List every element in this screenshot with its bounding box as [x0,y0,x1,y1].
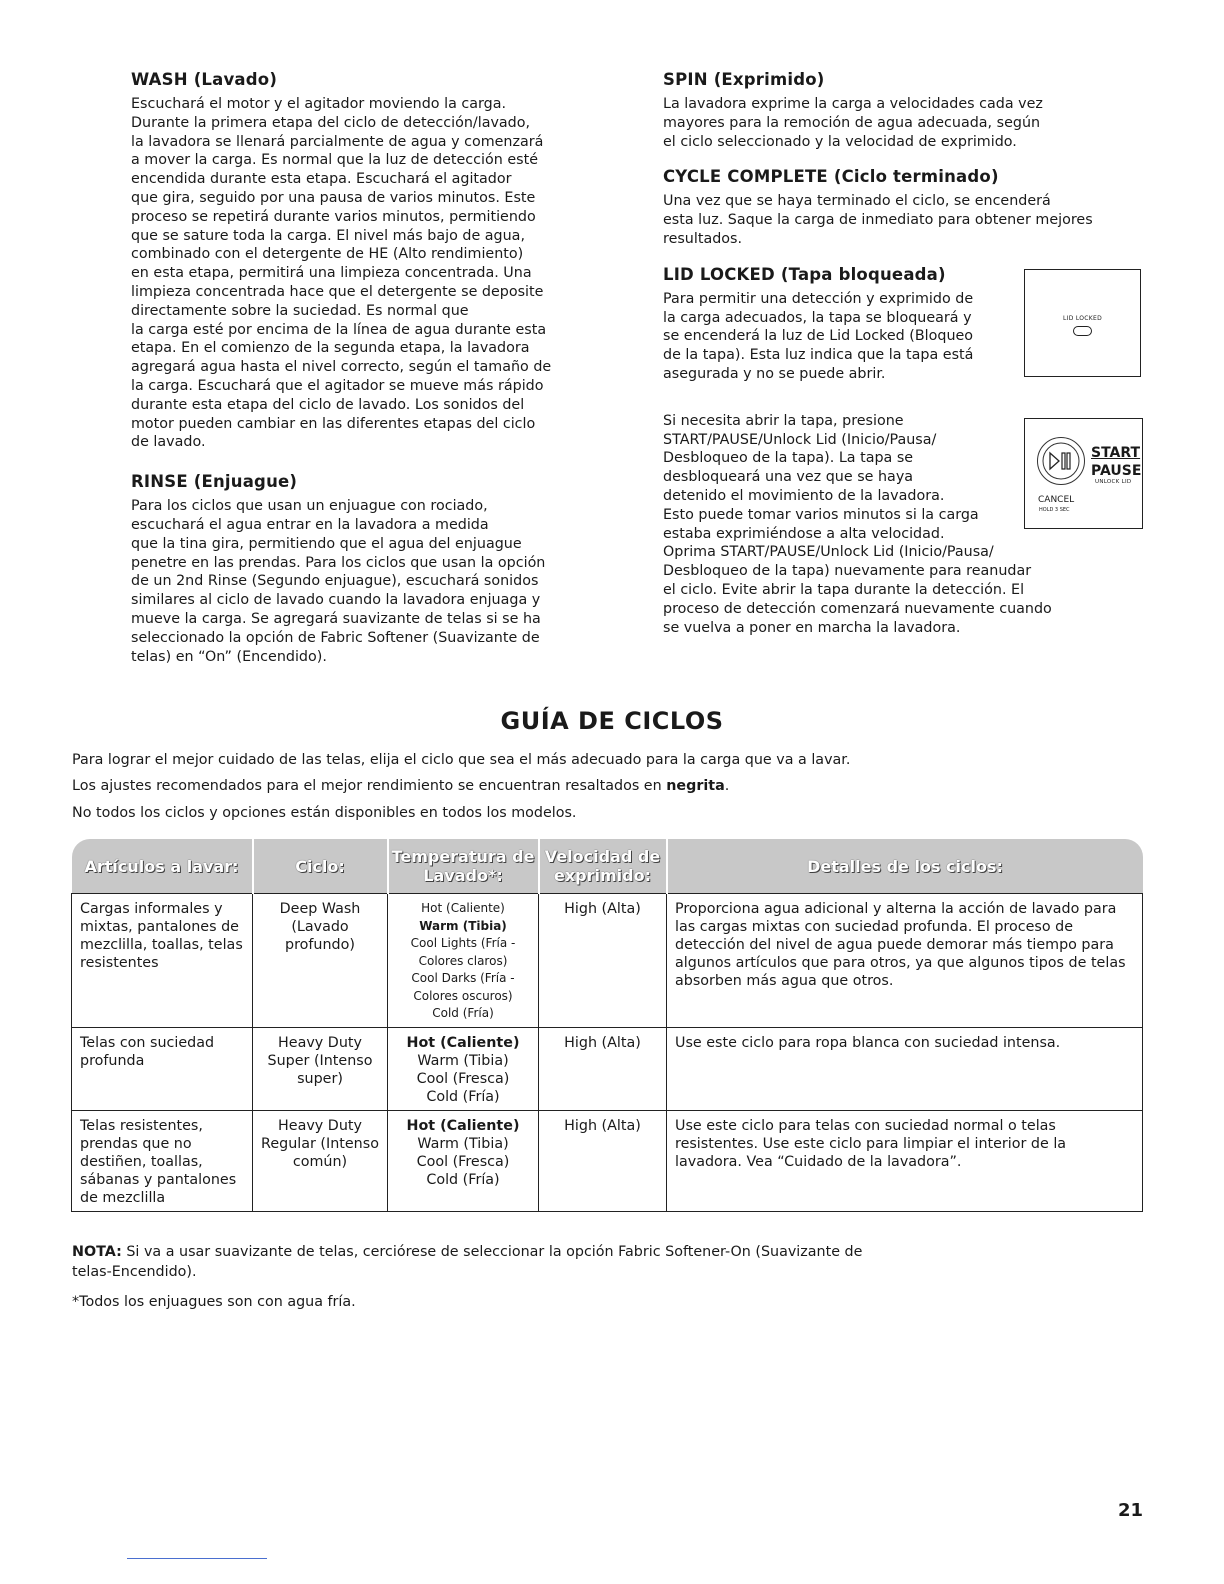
cycle-guide-table [71,839,1143,1212]
temp-option: Cool Darks (Fría - Colores oscuros) [411,971,515,1003]
row-temps [388,894,539,1028]
start-label: START [1091,445,1141,461]
row-speed: High (Alta) [539,894,667,1028]
table-row [72,894,1143,1028]
guide-title: GUÍA DE CICLOS [500,707,724,735]
spin-heading [663,70,1141,89]
cycle-guide-table-wrapper [71,839,1142,1212]
spin-title: SPIN [663,70,708,89]
rinse-subtitle: (Enjuague) [193,472,298,492]
open-lid-text: Si necesita abrir la tapa, presione START/PAUSE/Unlock Lid (Inicio/Pausa/ Desbloqueo de la tapa). La tapa se desbloqueará una vez que se haya detenido el movimiento de la lavadora. Esto puede tomar varios minutos si la carga estaba exprimiéndose a alta velocidad. Oprima START/PAUSE/Unlock Lid (Inicio/Pausa/ Desbloqueo de la tapa) nuevamente para reanudar el ciclo. Evite abrir la tapa durante la detección. El proceso de detección comenzará nuevamente cuando se vuelva a poner en marcha la lavadora. [663,412,1052,636]
header-temperature: Temperatura de Lavado*: [388,839,539,894]
rinse-text: Para los ciclos que usan un enjuague con rociado, escuchará el agua entrar en la lavadora a medida que la tina gira, permitiendo que el agua del enjuague penetre en las prendas. Para los ciclos que usan la opción de un 2nd Rinse (Segundo enjuague), escuchará sonidos similares al ciclo de lavado cuando la lavadora enjuaga y mueve la carga. Se agregará suavizante de telas si se ha seleccionado la opción de Fabric Softener (Suavizante de telas) en “On” (Encendido). [131,498,546,665]
cycle-complete-title: CYCLE COMPLETE [663,167,828,187]
guide-intro-2 [72,778,729,794]
bottom-rule [127,1558,267,1559]
row-items: Cargas informales y mixtas, pantalones de mezclilla, toallas, telas resistentes [72,894,253,1028]
play-pause-glyph [1038,438,1084,484]
temp-option: Hot (Caliente) [406,1117,520,1134]
spin-text: La lavadora exprime la carga a velocidades cada vez mayores para la remoción de agua adecuada, según el ciclo seleccionado y la velocidad de exprimido. [663,96,1043,150]
note-text: Si va a usar suavizante de telas, cerciórese de seleccionar la opción Fabric Softener-On (Suavizante de telas-Encendido). [72,1244,863,1280]
unlock-lid-label: UNLOCK LID [1095,479,1132,485]
row-speed: High (Alta) [539,1027,667,1110]
header-cycle: Ciclo: [253,839,388,894]
wash-heading [131,70,593,89]
cycle-complete-subtitle: (Ciclo terminado) [833,167,999,187]
guide-intro-2-prefix: Los ajustes recomendados para el mejor rendimiento se encuentran resaltados en [72,778,667,794]
lid-locked-title: LID LOCKED [663,264,775,284]
lid-locked-light-icon [1073,326,1092,336]
table-row [72,1110,1143,1211]
left-column [131,70,593,680]
play-pause-icon [1037,437,1085,485]
cycle-complete-text: Una vez que se haya terminado el ciclo, se encenderá esta luz. Saque la carga de inmediato para obtener mejores resultados. [663,193,1093,247]
temp-option: Warm (Tibia) [419,918,507,933]
temp-option: Warm (Tibia) [417,1052,509,1069]
row-items: Telas resistentes, prendas que no destiñen, toallas, sábanas y pantalones de mezclilla [72,1110,253,1211]
lid-locked-text: Para permitir una detección y exprimido de la carga adecuados, la tapa se bloqueará y se encenderá la luz de Lid Locked (Bloqueo de la tapa). Esta luz indica que la tapa está asegurada y no se puede abrir. [663,290,974,382]
row-speed: High (Alta) [539,1110,667,1211]
note [72,1243,872,1282]
spin-subtitle: (Exprimido) [713,70,825,89]
row-details: Use este ciclo para telas con suciedad normal o telas resistentes. Use este ciclo para limpiar el interior de la lavadora. Vea “Cuidado de la lavadora”. [667,1110,1143,1211]
guide-intro-2-bold: negrita [666,778,725,794]
rinse-section [131,472,593,666]
temp-option: Cold (Fría) [426,1171,500,1188]
lid-locked-panel-label: LID LOCKED [1062,315,1103,322]
page-number: 21 [1118,1500,1144,1521]
temp-option: Hot (Caliente) [421,901,505,915]
wash-section [131,70,593,452]
header-details: Detalles de los ciclos: [667,839,1143,894]
temp-option: Cool (Fresca) [416,1070,510,1087]
row-items: Telas con suciedad profunda [72,1027,253,1110]
footnote: *Todos los enjuagues son con agua fría. [72,1294,356,1310]
guide-intro-2-suffix: . [724,778,730,794]
wash-text: Escuchará el motor y el agitador moviendo la carga. Durante la primera etapa del ciclo de detección/lavado, la lavadora se llenará parcialmente de agua y comenzará a mover la carga. Es normal que la luz de detección esté encendida durante esta etapa. Escuchará el agitador que gira, seguido por una pausa de varios minutos. Este proceso se repetirá durante varios minutos, permitiendo que se sature toda la carga. El nivel más bajo de agua, combinado con el detergente de HE (Alto rendimiento) en esta etapa, permitirá una limpieza concentrada. Una limpieza concentrada hace que el detergente se deposite directamente sobre la suciedad. Es normal que la carga esté por encima de la línea de agua durante esta etapa. En el comienzo de la segunda etapa, la lavadora agregará agua hasta el nivel correcto, según el tamaño de la carga. Escuchará que el agitador se mueve más rápido durante esta etapa del ciclo de lavado. Los sonidos del motor pueden cambiar en las diferentes etapas del ciclo de lavado. [131,96,552,451]
row-temps [388,1110,539,1211]
row-temps [388,1027,539,1110]
row-details: Use este ciclo para ropa blanca con suciedad intensa. [667,1027,1143,1110]
pause-label: PAUSE [1091,463,1142,479]
note-label: NOTA: [72,1244,122,1260]
lid-locked-panel-illustration [1024,269,1141,377]
temp-option: Hot (Caliente) [406,1034,520,1051]
guide-intro-1: Para lograr el mejor cuidado de las telas, elija el ciclo que sea el más adecuado para la carga que va a lavar. [72,752,851,768]
cycle-complete-section [663,167,1141,248]
header-items: Artículos a lavar: [72,839,253,894]
guide-intro-3: No todos los ciclos y opciones están disponibles en todos los modelos. [72,805,577,821]
row-cycle: Heavy Duty Regular (Intenso común) [253,1110,388,1211]
row-details: Proporciona agua adicional y alterna la acción de lavado para las cargas mixtas con suciedad profunda. El proceso de detección del nivel de agua puede demorar más tiempo para algunos artículos que para otros, ya que algunos tipos de telas absorben más agua que otros. [667,894,1143,1028]
temp-option: Cold (Fría) [426,1088,500,1105]
table-header-row [72,839,1143,894]
hold-label: HOLD 3 SEC [1039,507,1070,513]
cancel-label: CANCEL [1038,495,1075,505]
cycle-complete-heading [663,167,1141,186]
start-pause-panel-illustration [1024,418,1143,529]
table-row [72,1027,1143,1110]
temp-option: Cold (Fría) [432,1006,494,1020]
temp-option: Cool (Fresca) [416,1153,510,1170]
rinse-heading [131,472,593,491]
wash-subtitle: (Lavado) [193,70,278,89]
spin-section [663,70,1141,151]
wash-title: WASH [131,70,188,89]
temp-option: Cool Lights (Fría - Colores claros) [410,936,516,968]
rinse-title: RINSE [131,472,188,492]
temp-option: Warm (Tibia) [417,1135,509,1152]
header-spin-speed: Velocidad de exprimido: [539,839,667,894]
lid-locked-subtitle: (Tapa bloqueada) [780,264,946,284]
row-cycle: Heavy Duty Super (Intenso super) [253,1027,388,1110]
row-cycle: Deep Wash (Lavado profundo) [253,894,388,1028]
